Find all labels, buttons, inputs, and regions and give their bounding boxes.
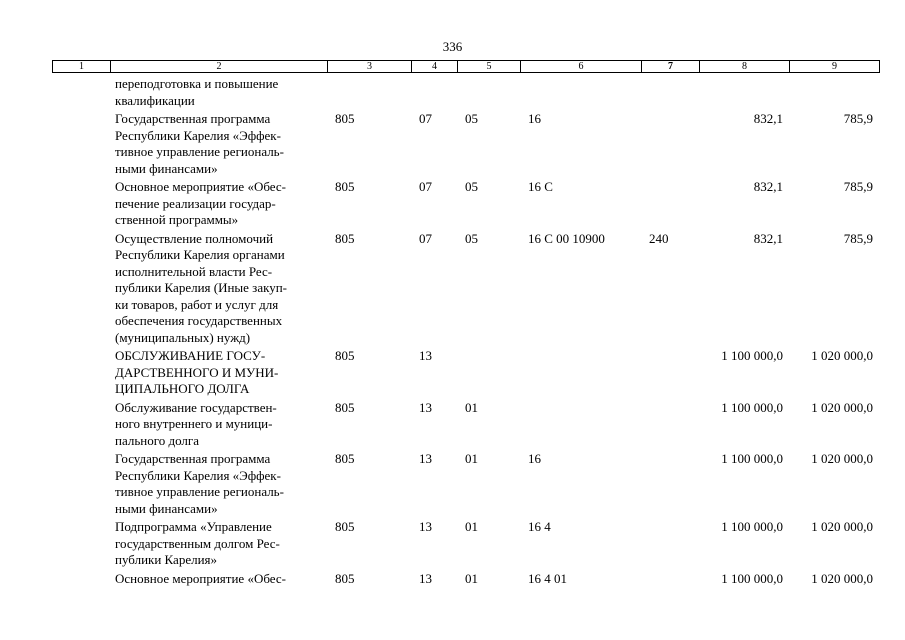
target-article-cell: 16 4 xyxy=(528,519,551,534)
amount-year2-cell: 785,9 xyxy=(843,179,873,194)
subsection-cell xyxy=(457,346,520,398)
amount-year2-cell: 785,9 xyxy=(843,230,873,246)
amount-year1-cell: 832,1 xyxy=(753,230,783,246)
amount-year2-cell: 1 020 000,0 xyxy=(811,399,873,415)
row-number-cell xyxy=(52,177,110,229)
column-header-3: 3 xyxy=(328,61,412,73)
department-code-cell: 805 xyxy=(335,570,355,586)
department-code-cell: 805 xyxy=(335,451,355,466)
section-cell: 13 xyxy=(419,451,432,466)
column-header-2: 2 xyxy=(111,61,328,73)
subsection-cell: 01 xyxy=(465,519,478,534)
item-name-cell: Основное мероприятие «Обес- xyxy=(115,570,286,586)
subsection-cell: 01 xyxy=(465,570,478,586)
amount-year1-cell: 832,1 xyxy=(753,179,783,194)
subsection-cell: 01 xyxy=(465,451,478,466)
department-code-cell: 805 xyxy=(335,111,355,126)
section-cell: 13 xyxy=(419,348,432,363)
target-article-cell: 16 С xyxy=(528,179,553,194)
amount-year1-cell xyxy=(699,73,789,109)
department-code-cell xyxy=(327,73,411,109)
item-name-cell: Подпрограмма «Управление государственным долгом Рес- публики Карелия» xyxy=(115,519,280,567)
subsection-cell: 01 xyxy=(465,399,478,415)
amount-year2-cell: 1 020 000,0 xyxy=(811,570,873,586)
column-header-1: 1 xyxy=(53,61,111,73)
target-article-cell: 16 4 01 xyxy=(528,570,567,586)
subsection-cell: 05 xyxy=(465,179,478,194)
department-code-cell: 805 xyxy=(335,179,355,194)
subsection-cell xyxy=(457,73,520,109)
amount-year2-cell: 1 020 000,0 xyxy=(811,451,873,466)
column-header-6: 6 xyxy=(521,61,642,73)
amount-year1-cell: 1 100 000,0 xyxy=(721,399,783,415)
item-name-cell: Основное мероприятие «Обес- печение реализации государ- ственной программы» xyxy=(115,179,286,227)
section-cell xyxy=(411,73,457,109)
row-number-cell xyxy=(52,449,110,517)
table-row xyxy=(52,73,879,109)
row-number-cell xyxy=(52,229,110,347)
row-number-cell xyxy=(52,73,110,109)
table-row xyxy=(52,449,879,517)
amount-year1-cell: 1 100 000,0 xyxy=(721,348,783,363)
amount-year2-cell: 785,9 xyxy=(843,111,873,126)
section-cell: 07 xyxy=(419,111,432,126)
table-row xyxy=(52,398,879,450)
department-code-cell: 805 xyxy=(335,399,355,415)
table-row xyxy=(52,177,879,229)
expense-type-cell xyxy=(641,449,699,517)
section-cell: 07 xyxy=(419,179,432,194)
expense-type-cell: 240 xyxy=(649,230,669,246)
amount-year2-cell: 1 020 000,0 xyxy=(811,519,873,534)
table-row xyxy=(52,109,879,177)
target-article-cell: 16 С 00 10900 xyxy=(528,230,605,246)
expense-type-cell xyxy=(641,398,699,450)
column-header-9: 9 xyxy=(790,61,880,73)
item-name-cell: ОБСЛУЖИВАНИЕ ГОСУ- ДАРСТВЕННОГО И МУНИ- ЦИПАЛЬНОГО ДОЛГА xyxy=(115,348,279,396)
row-number-cell xyxy=(52,109,110,177)
department-code-cell: 805 xyxy=(335,230,355,246)
item-name-cell: Обслуживание государствен- ного внутреннего и муници- пального долга xyxy=(115,399,277,448)
table-row xyxy=(52,346,879,398)
target-article-cell: 16 xyxy=(528,111,541,126)
expense-type-cell xyxy=(641,569,699,588)
column-header-7: 7 xyxy=(642,61,700,73)
target-article-cell xyxy=(520,346,641,398)
table-row xyxy=(52,569,879,588)
row-number-cell xyxy=(52,569,110,588)
target-article-cell xyxy=(520,73,641,109)
row-number-cell xyxy=(52,346,110,398)
amount-year1-cell: 1 100 000,0 xyxy=(721,570,783,586)
expense-type-cell xyxy=(641,517,699,569)
column-header-4: 4 xyxy=(412,61,458,73)
target-article-cell: 16 xyxy=(528,451,541,466)
department-code-cell: 805 xyxy=(335,348,355,363)
table-row xyxy=(52,517,879,569)
subsection-cell: 05 xyxy=(465,111,478,126)
amount-year2-cell xyxy=(789,73,879,109)
table-row xyxy=(52,229,879,347)
item-name-cell: Государственная программа Республики Карелия «Эффек- тивное управление региональ- ными финансами» xyxy=(115,111,284,176)
page-number: 336 xyxy=(442,39,463,54)
expense-type-cell xyxy=(641,346,699,398)
department-code-cell: 805 xyxy=(335,519,355,534)
section-cell: 07 xyxy=(419,230,432,246)
expense-type-cell xyxy=(641,73,699,109)
expense-type-cell xyxy=(641,177,699,229)
subsection-cell: 05 xyxy=(465,230,478,246)
amount-year2-cell: 1 020 000,0 xyxy=(811,348,873,363)
item-name-cell: переподготовка и повышение квалификации xyxy=(115,76,279,108)
section-cell: 13 xyxy=(419,399,432,415)
expense-type-cell xyxy=(641,109,699,177)
column-header-5: 5 xyxy=(458,61,521,73)
target-article-cell xyxy=(520,398,641,450)
section-cell: 13 xyxy=(419,519,432,534)
row-number-cell xyxy=(52,398,110,450)
amount-year1-cell: 832,1 xyxy=(753,111,783,126)
row-number-cell xyxy=(52,517,110,569)
item-name-cell: Осуществление полномочий Республики Карелия органами исполнительной власти Рес- публики Карелия (Иные закуп- ки товаров, работ и услуг для обеспечения государственных (муниципальных) нужд) xyxy=(115,230,288,345)
amount-year1-cell: 1 100 000,0 xyxy=(721,451,783,466)
item-name-cell: Государственная программа Республики Карелия «Эффек- тивное управление региональ- ными финансами» xyxy=(115,451,284,516)
amount-year1-cell: 1 100 000,0 xyxy=(721,519,783,534)
column-number-header xyxy=(52,60,880,73)
budget-table xyxy=(52,73,879,587)
column-header-8: 8 xyxy=(700,61,790,73)
section-cell: 13 xyxy=(419,570,432,586)
